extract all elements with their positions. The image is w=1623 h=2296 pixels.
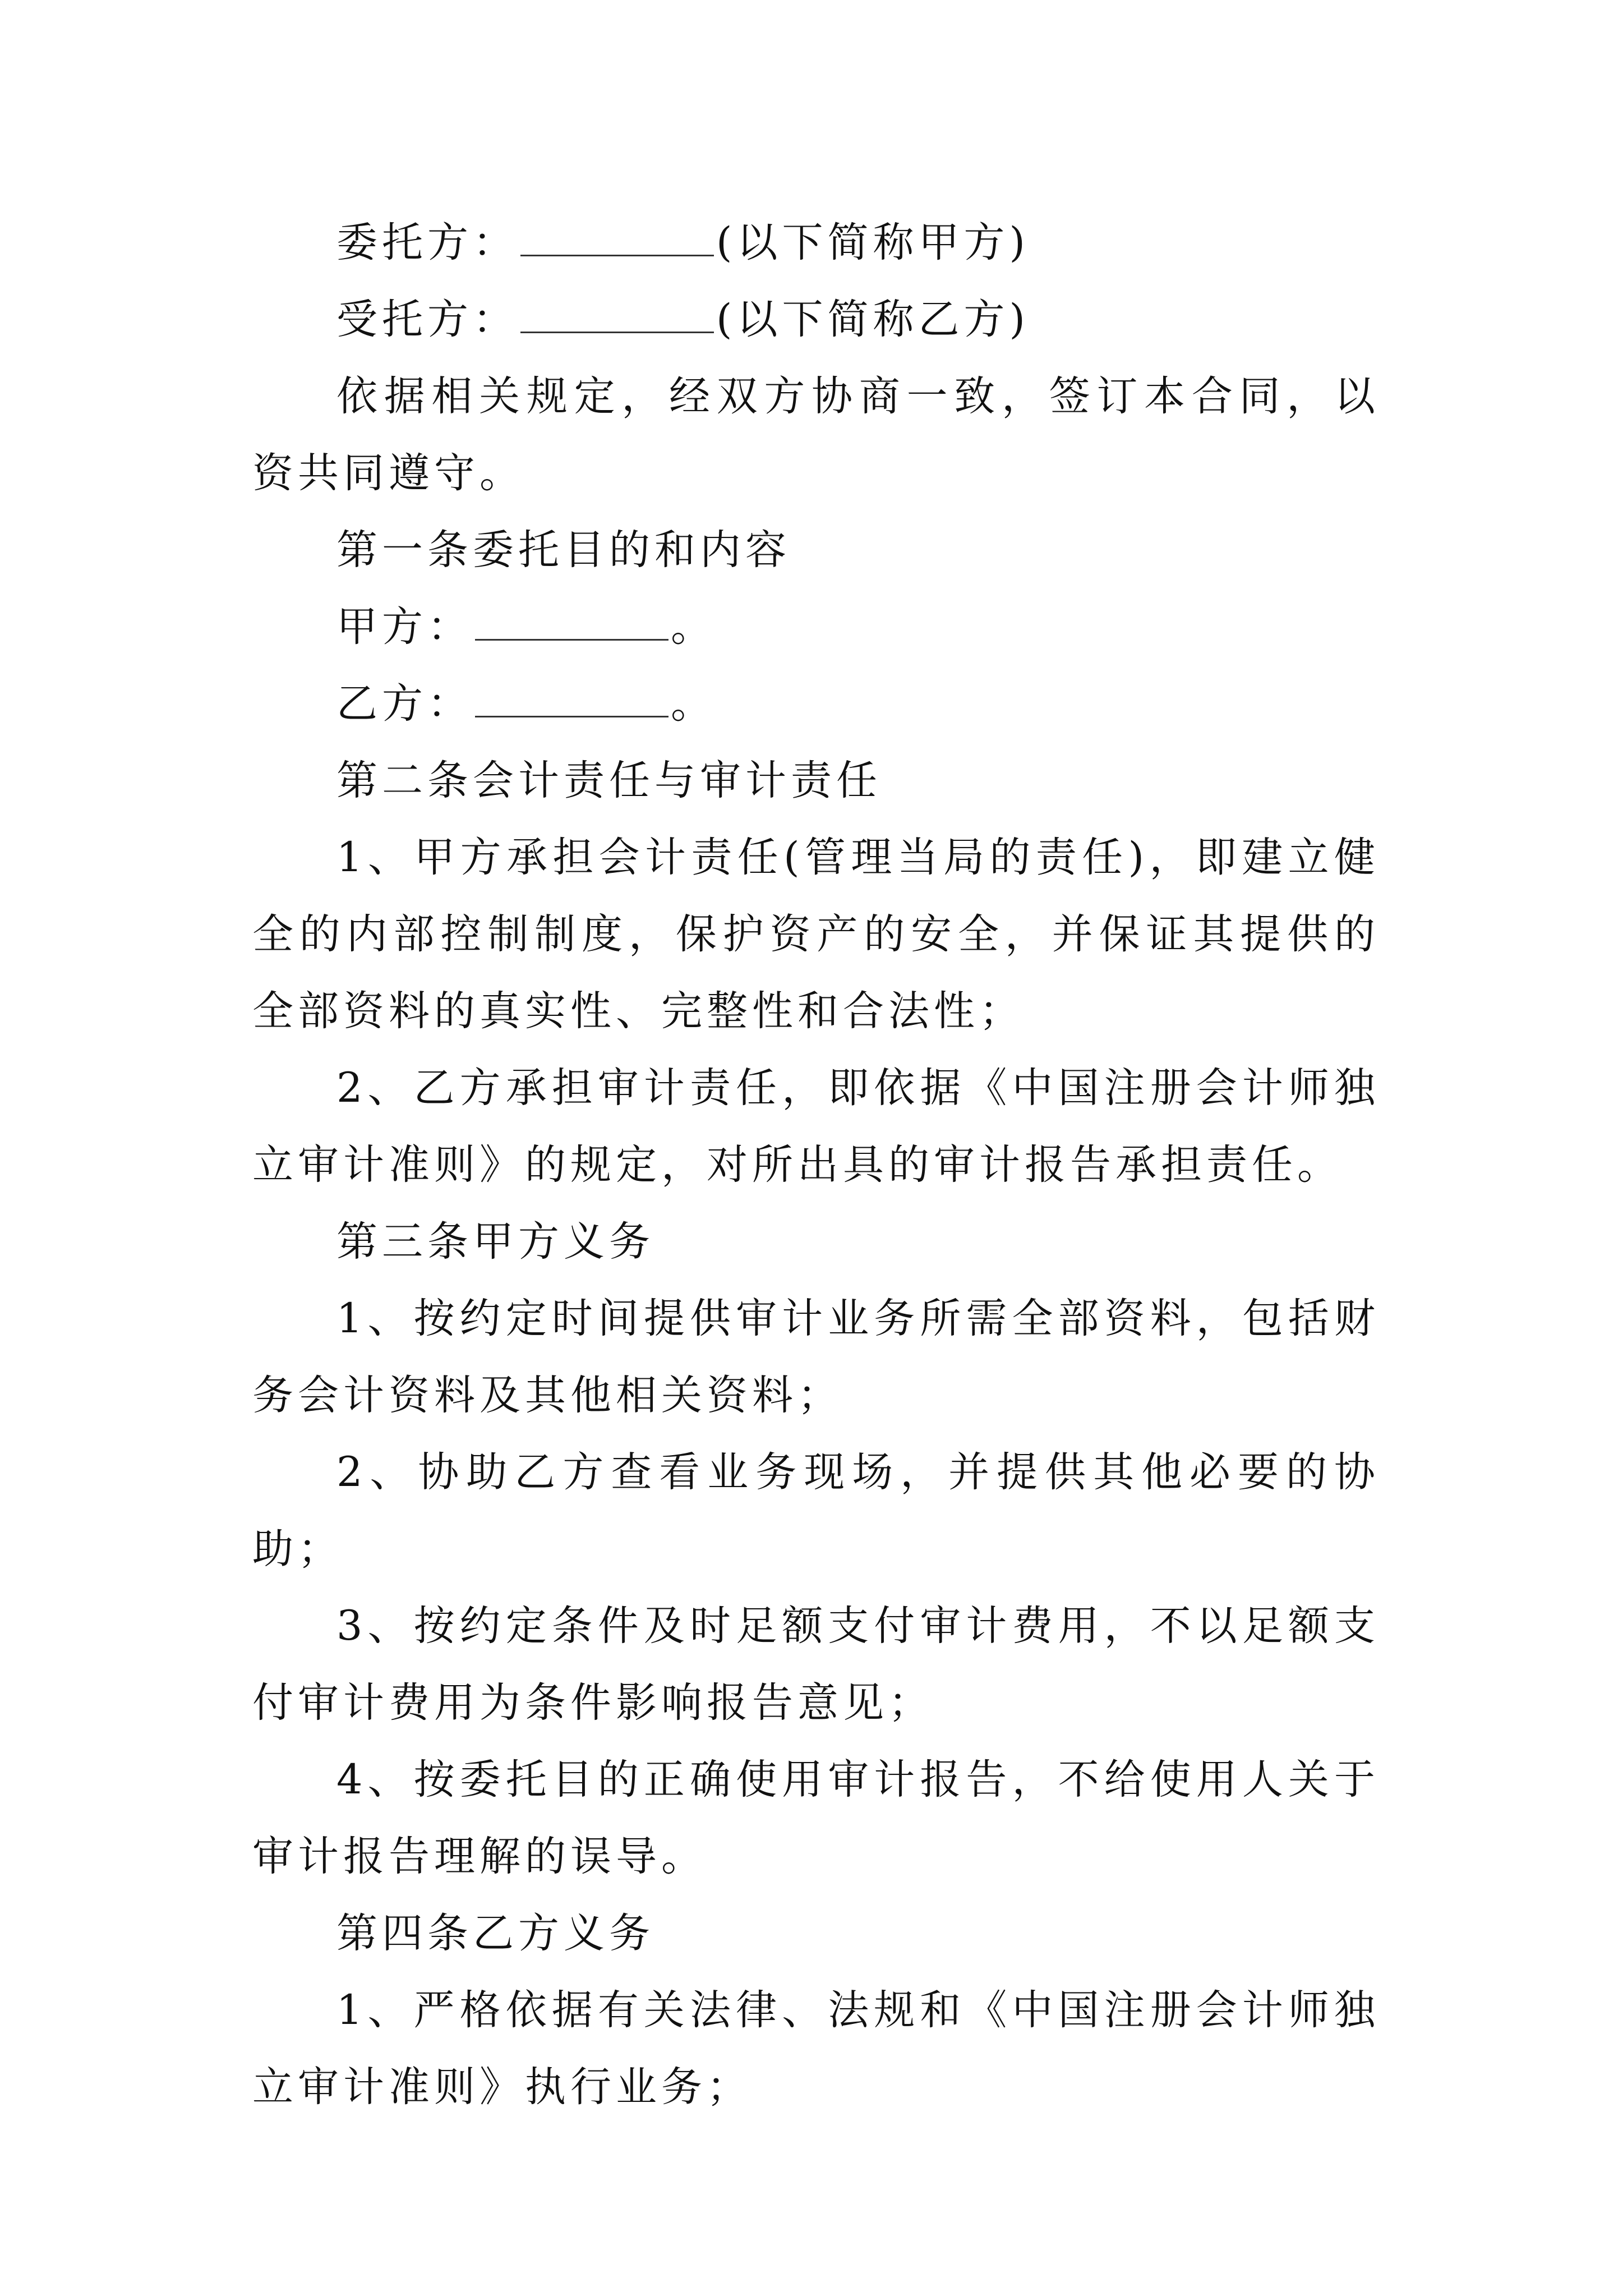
article-2-clause-1 — [252, 819, 1380, 1050]
article-3-clause-1 — [252, 1280, 1380, 1434]
fill-in-blank — [520, 295, 714, 333]
paragraph-text: 第四条乙方义务 — [336, 1910, 654, 1957]
paragraph-text: 依据相关规定，经双方协商一致，签订本合同，以资共同遵守。 — [252, 372, 1380, 497]
paragraph-text: 1、甲方承担会计责任(管理当局的责任)，即建立健全的内部控制制度，保护资产的安全，并保证其提供的全部资料的真实性、完整性和合法性； — [252, 834, 1380, 1035]
paragraph-text: 4、按委托目的正确使用审计报告，不给使用人关于审计报告理解的误导。 — [252, 1756, 1380, 1880]
paragraph-text: 3、按约定条件及时足额支付审计费用，不以足额支付审计费用为条件影响报告意见； — [252, 1602, 1380, 1727]
paragraph-suffix: 。 — [671, 680, 716, 728]
article-1-heading — [252, 512, 1380, 588]
paragraph-text: 2、乙方承担审计责任，即依据《中国注册会计师独立审计准则》的规定，对所出具的审计报告承担责任。 — [252, 1064, 1380, 1189]
fill-in-blank — [520, 218, 714, 256]
article-3-heading — [252, 1203, 1380, 1280]
paragraph-text: 2、协助乙方查看业务现场，并提供其他必要的协助； — [252, 1448, 1380, 1573]
paragraph-preamble — [252, 358, 1380, 512]
paragraph-party-b — [252, 665, 1380, 742]
article-3-clause-4 — [252, 1741, 1380, 1895]
paragraph-suffix: (以下简称甲方) — [716, 219, 1030, 266]
paragraph-suffix: (以下简称乙方) — [716, 296, 1030, 343]
paragraph-client — [252, 204, 1380, 281]
article-4-heading — [252, 1895, 1380, 1972]
paragraph-text: 第二条会计责任与审计责任 — [336, 757, 882, 804]
paragraph-text: 甲方： — [336, 603, 473, 651]
paragraph-text: 1、严格依据有关法律、法规和《中国注册会计师独立审计准则》执行业务； — [252, 1986, 1380, 2111]
paragraph-text: 第三条甲方义务 — [336, 1218, 654, 1266]
paragraph-text: 第一条委托目的和内容 — [336, 526, 791, 574]
article-3-clause-3 — [252, 1588, 1380, 1741]
paragraph-text: 委托方： — [336, 219, 518, 266]
contract-body — [252, 204, 1380, 2125]
article-3-clause-2 — [252, 1434, 1380, 1588]
article-4-clause-1 — [252, 1972, 1380, 2125]
paragraph-suffix: 。 — [671, 603, 716, 651]
paragraph-trustee — [252, 281, 1380, 358]
paragraph-text: 乙方： — [336, 680, 473, 728]
paragraph-party-a — [252, 588, 1380, 665]
paragraph-text: 受托方： — [336, 296, 518, 343]
paragraph-text: 1、按约定时间提供审计业务所需全部资料，包括财务会计资料及其他相关资料； — [252, 1295, 1380, 1419]
article-2-clause-2 — [252, 1050, 1380, 1203]
fill-in-blank — [475, 679, 668, 717]
article-2-heading — [252, 742, 1380, 819]
fill-in-blank — [475, 602, 668, 641]
